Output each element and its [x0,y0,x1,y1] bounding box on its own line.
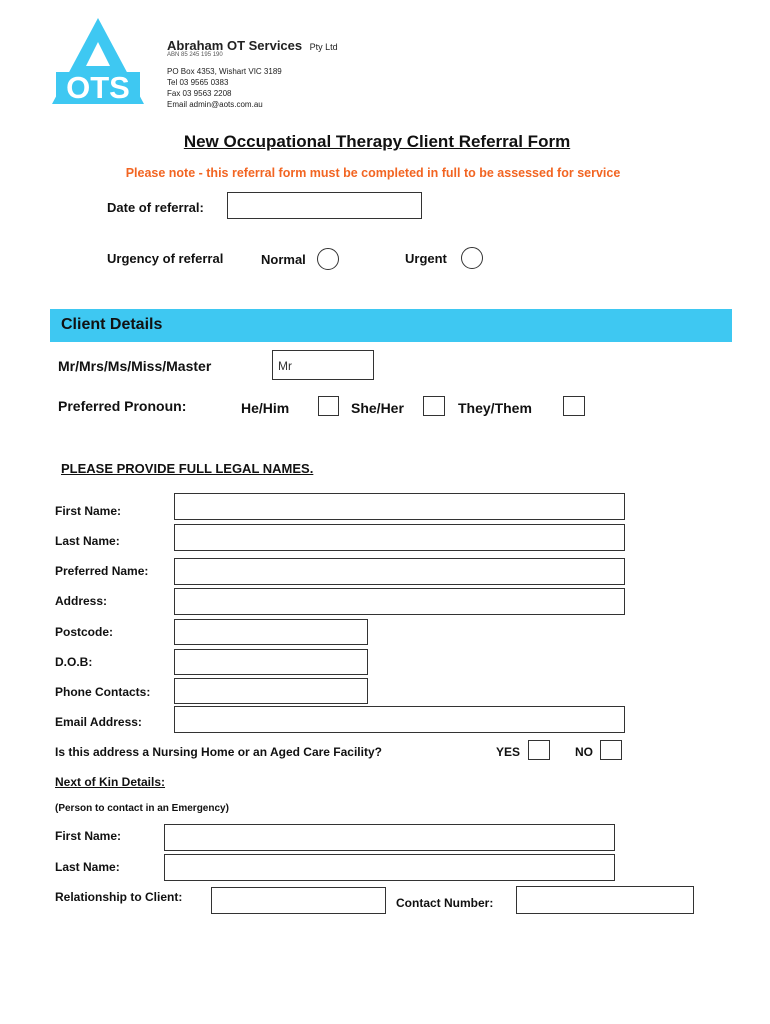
urgency-label: Urgency of referral [107,251,224,266]
company-name: Abraham OT Services [167,38,303,53]
phone-contacts-input[interactable] [174,678,368,704]
preferred-name-label: Preferred Name: [55,564,149,578]
company-fax: Fax 03 9563 2208 [167,89,232,98]
pronoun-she-label: She/Her [351,400,404,416]
address-input[interactable] [174,588,625,615]
pronoun-he-checkbox[interactable] [318,396,339,416]
legal-names-note: PLEASE PROVIDE FULL LEGAL NAMES. [61,461,314,476]
pronoun-she-checkbox[interactable] [423,396,445,416]
nursing-no-label: NO [575,745,593,759]
first-name-label: First Name: [55,504,122,518]
relationship-label: Relationship to Client: [55,890,183,904]
next-of-kin-subheading: (Person to contact in an Emergency) [55,803,229,814]
kin-first-name-input[interactable] [164,824,615,851]
postcode-input[interactable] [174,619,368,645]
first-name-input[interactable] [174,493,625,520]
company-abn: ABN 85 245 195 190 [167,52,223,58]
date-of-referral-label: Date of referral: [107,200,204,215]
kin-last-name-input[interactable] [164,854,615,881]
urgency-normal-radio[interactable] [317,248,339,270]
last-name-input[interactable] [174,524,625,551]
urgency-urgent-radio[interactable] [461,247,483,269]
client-title-value: Mr [278,359,292,373]
email-address-input[interactable] [174,706,625,733]
nursing-yes-checkbox[interactable] [528,740,550,760]
dob-label: D.O.B: [55,655,93,669]
next-of-kin-heading: Next of Kin Details: [55,775,166,789]
kin-last-name-label: Last Name: [55,860,120,874]
company-suffix: Pty Ltd [309,42,338,52]
company-email: Email admin@aots.com.au [167,100,263,109]
date-of-referral-input[interactable] [227,192,422,219]
client-title-label: Mr/Mrs/Ms/Miss/Master [58,358,212,374]
urgency-urgent-label: Urgent [405,251,447,266]
preferred-name-input[interactable] [174,558,625,585]
nursing-no-checkbox[interactable] [600,740,622,760]
contact-number-label: Contact Number: [396,896,494,910]
pronoun-label: Preferred Pronoun: [58,398,187,414]
pronoun-they-label: They/Them [458,400,532,416]
logo-text: OTS [66,70,130,105]
kin-first-name-label: First Name: [55,829,122,843]
address-label: Address: [55,594,108,608]
form-title: New Occupational Therapy Client Referral Form [183,132,571,151]
company-tel: Tel 03 9565 0383 [167,78,229,87]
company-logo [50,16,146,106]
pronoun-they-checkbox[interactable] [563,396,585,416]
contact-number-input[interactable] [516,886,694,914]
last-name-label: Last Name: [55,534,120,548]
client-title-input[interactable] [272,350,374,380]
urgency-normal-label: Normal [261,252,306,267]
email-address-label: Email Address: [55,715,142,729]
dob-input[interactable] [174,649,368,675]
postcode-label: Postcode: [55,625,114,639]
phone-contacts-label: Phone Contacts: [55,685,151,699]
relationship-input[interactable] [211,887,386,914]
nursing-home-question: Is this address a Nursing Home or an Aged Care Facility? [55,745,382,759]
form-note: Please note - this referral form must be completed in full to be assessed for service [125,166,621,180]
company-po-box: PO Box 4353, Wishart VIC 3189 [167,67,282,76]
pronoun-he-label: He/Him [241,400,290,416]
nursing-yes-label: YES [496,745,521,759]
client-details-heading: Client Details [61,316,163,333]
